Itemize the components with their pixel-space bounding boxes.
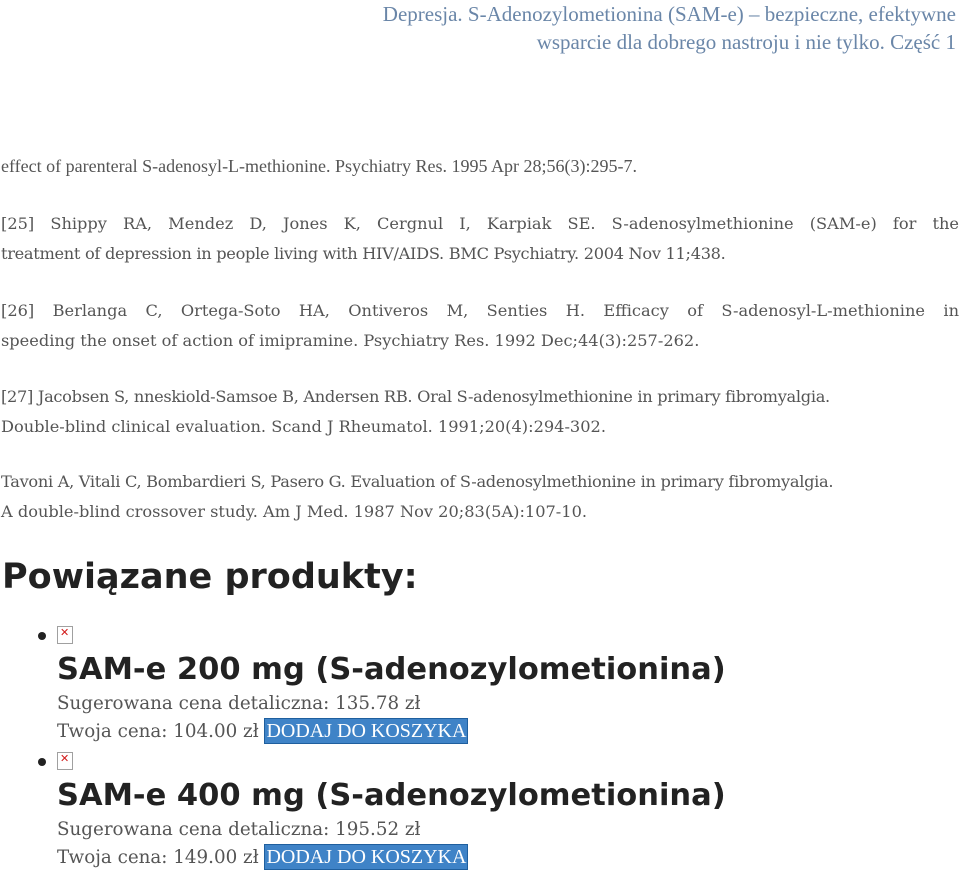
broken-image-icon[interactable] <box>57 626 73 644</box>
your-price-line <box>57 844 940 872</box>
reference-line: [25] Shippy RA, Mendez D, Jones K, Cergnul I, Karpiak SE. S-adenosylmethionine (SAM-e) for the <box>1 214 959 233</box>
page-header <box>236 0 956 56</box>
page-header-line-1: Depresja. S-Adenozylometionina (SAM-e) – bezpieczne, efektywne <box>382 2 956 26</box>
reference-24-tail <box>1 151 959 181</box>
your-price-label: Twoja cena: <box>57 721 168 742</box>
reference-line: [26] Berlanga C, Ortega-Soto HA, Ontiveros M, Senties H. Efficacy of S-adenosyl-L-methionine in <box>1 301 959 320</box>
suggested-price-line <box>57 816 940 844</box>
product-item <box>0 620 940 746</box>
reference-line: Double-blind clinical evaluation. Scand J Rheumatol. 1991;20(4):294-302. <box>1 417 606 436</box>
product-name-link[interactable]: SAM-e 400 mg (S-adenozylometionina) <box>57 778 726 813</box>
bullet-icon <box>38 632 46 640</box>
product-item <box>0 746 940 872</box>
reference-27 <box>1 382 959 442</box>
suggested-price-label: Sugerowana cena detaliczna: <box>57 819 330 840</box>
add-to-cart-button[interactable]: DODAJ DO KOSZYKA <box>266 846 467 868</box>
reference-line: [27] Jacobsen S, nneskiold-Samsoe B, Andersen RB. Oral S-adenosylmethionine in primary fibromyalgia. <box>1 387 830 406</box>
suggested-price-value: 135.78 zł <box>335 693 421 714</box>
related-products-list <box>0 620 940 872</box>
add-to-cart-button[interactable]: DODAJ DO KOSZYKA <box>266 720 467 742</box>
reference-line: treatment of depression in people living with HIV/AIDS. BMC Psychiatry. 2004 Nov 11;438. <box>1 244 726 263</box>
bullet-icon <box>38 758 46 766</box>
reference-line: Tavoni A, Vitali C, Bombardieri S, Pasero G. Evaluation of S-adenosylmethionine in primary fibromyalgia. <box>1 472 834 491</box>
reference-line: effect of parenteral S-adenosyl-L-methionine. Psychiatry Res. 1995 Apr 28;56(3):295-7. <box>1 156 638 176</box>
reference-28 <box>1 467 959 527</box>
suggested-price-value: 195.52 zł <box>335 819 421 840</box>
reference-26 <box>1 296 959 356</box>
your-price-value: 104.00 zł <box>173 721 259 742</box>
your-price-line <box>57 718 940 746</box>
reference-line: speeding the onset of action of imipramine. Psychiatry Res. 1992 Dec;44(3):257-262. <box>1 331 700 350</box>
suggested-price-label: Sugerowana cena detaliczna: <box>57 693 330 714</box>
reference-25 <box>1 209 959 269</box>
related-products-title: Powiązane produkty: <box>2 557 418 597</box>
product-name-link[interactable]: SAM-e 200 mg (S-adenozylometionina) <box>57 652 726 687</box>
your-price-label: Twoja cena: <box>57 847 168 868</box>
your-price-value: 149.00 zł <box>173 847 259 868</box>
reference-line: A double-blind crossover study. Am J Med. 1987 Nov 20;83(5A):107-10. <box>1 502 588 521</box>
broken-image-icon[interactable] <box>57 752 73 770</box>
suggested-price-line <box>57 690 940 718</box>
page-header-line-2: wsparcie dla dobrego nastroju i nie tylko. Część 1 <box>536 30 956 54</box>
